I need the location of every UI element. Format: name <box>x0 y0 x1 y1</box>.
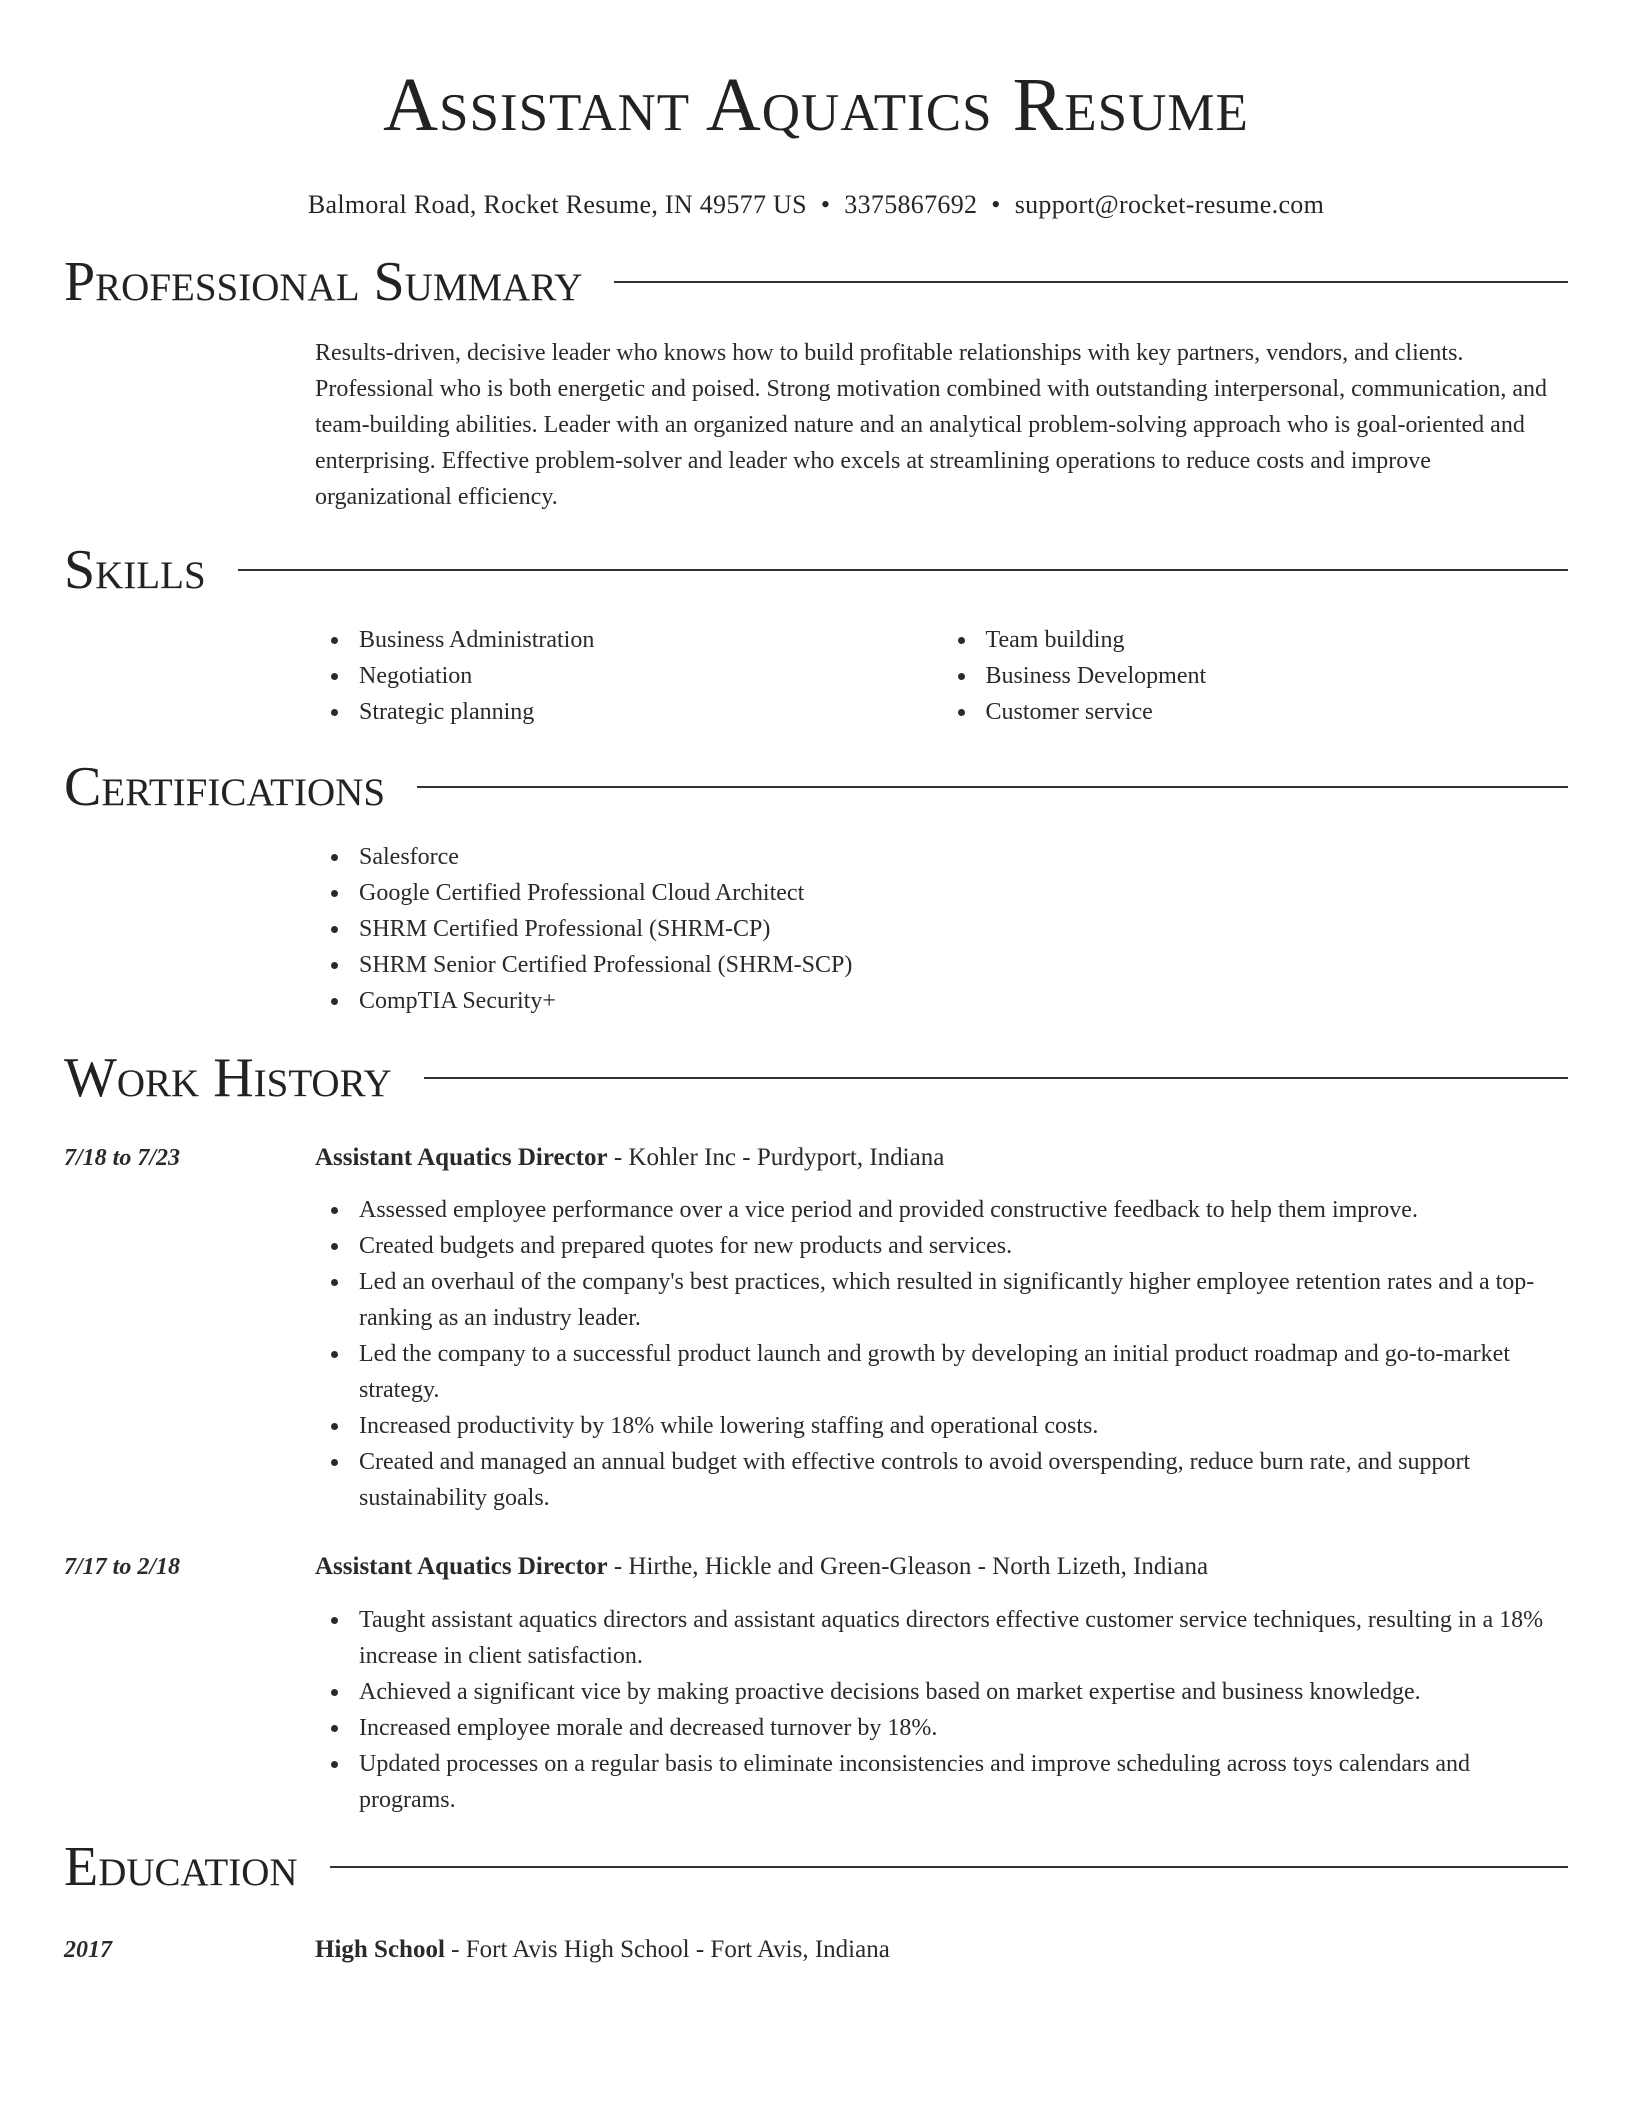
certifications-list <box>315 839 1568 1019</box>
skill-item: Team building <box>986 622 1569 658</box>
section-divider <box>424 1077 1568 1079</box>
job-bullets-block <box>315 1602 1568 1818</box>
education-degree: High School <box>315 1936 445 1963</box>
summary-heading: Professional Summary <box>64 251 583 313</box>
job-details: - Hirthe, Hickle and Green-Gleason - North Lizeth, Indiana <box>607 1553 1209 1580</box>
job-title: Assistant Aquatics Director <box>315 1553 608 1580</box>
section-divider <box>614 281 1568 283</box>
summary-text: Results-driven, decisive leader who knows how to build profitable relationships with key partners, vendors, and clients. Professional who is both energetic and poised. Strong motivation combined with outstanding interpersonal, communication, and team-building abilities. Leader with an organized nature and an analytical problem-solving approach who is goal-oriented and enterprising. Effective problem-solver and leader who excels at streamlining operations to reduce costs and improve organizational efficiency. <box>315 340 1548 510</box>
education-heading: Education <box>64 1836 298 1898</box>
job-header <box>315 1549 1208 1585</box>
job-bullet: Created and managed an annual budget with effective controls to avoid overspending, reduce burn rate, and support sustainability goals. <box>359 1444 1568 1516</box>
certification-item: SHRM Senior Certified Professional (SHRM-SCP) <box>359 947 1568 983</box>
skill-item: Customer service <box>986 694 1569 730</box>
certification-item: Google Certified Professional Cloud Architect <box>359 875 1568 911</box>
contact-email: support@rocket-resume.com <box>1014 190 1325 219</box>
education-entry <box>315 1932 890 1968</box>
job-bullet: Updated processes on a regular basis to eliminate inconsistencies and improve scheduling across toys calendars and programs. <box>359 1746 1568 1818</box>
education-section-header <box>64 1835 1568 1899</box>
certification-item: Salesforce <box>359 839 1568 875</box>
contact-line <box>64 188 1568 222</box>
skill-item: Negotiation <box>359 658 942 694</box>
skills-section-header <box>64 538 1568 602</box>
resume-title: Assistant Aquatics Resume <box>383 63 1249 147</box>
job-dates: 7/18 to 7/23 <box>64 1145 181 1171</box>
job-bullet: Led the company to a successful product launch and growth by developing an initial product roadmap and go-to-market strategy. <box>359 1336 1568 1408</box>
contact-separator: • <box>991 190 1001 219</box>
section-divider <box>238 569 1568 571</box>
job-bullets <box>315 1192 1568 1516</box>
job-bullet: Achieved a significant vice by making proactive decisions based on market expertise and business knowledge. <box>359 1674 1568 1710</box>
resume-page <box>64 0 1568 1963</box>
summary-section-header <box>64 250 1568 314</box>
job-bullet: Assessed employee performance over a vice period and provided constructive feedback to help them improve. <box>359 1192 1568 1228</box>
education-year: 2017 <box>64 1937 112 1963</box>
job-bullet: Led an overhaul of the company's best practices, which resulted in significantly higher employee retention rates and a top-ranking as an industry leader. <box>359 1264 1568 1336</box>
work-heading: Work History <box>64 1047 392 1109</box>
job-bullet: Increased employee morale and decreased turnover by 18%. <box>359 1710 1568 1746</box>
job-bullets-block <box>315 1192 1568 1516</box>
certifications-section-header <box>64 755 1568 819</box>
skill-item: Business Development <box>986 658 1569 694</box>
skills-list-right <box>942 622 1569 730</box>
job-details: - Kohler Inc - Purdyport, Indiana <box>607 1144 945 1171</box>
certifications-block <box>315 839 1568 1019</box>
contact-separator: • <box>820 190 831 219</box>
education-details: - Fort Avis High School - Fort Avis, Indiana <box>444 1936 890 1963</box>
certification-item: CompTIA Security+ <box>359 983 1568 1019</box>
section-divider <box>417 786 1568 788</box>
certifications-heading: Certifications <box>64 756 386 818</box>
job-bullet: Created budgets and prepared quotes for new products and services. <box>359 1228 1568 1264</box>
job-bullet: Increased productivity by 18% while lowering staffing and operational costs. <box>359 1408 1568 1444</box>
work-section-header <box>64 1046 1568 1110</box>
skills-grid <box>315 622 1568 730</box>
section-divider <box>330 1866 1568 1868</box>
job-bullets <box>315 1602 1568 1818</box>
job-bullet: Taught assistant aquatics directors and assistant aquatics directors effective customer service techniques, resulting in a 18% increase in client satisfaction. <box>359 1602 1568 1674</box>
job-dates: 7/17 to 2/18 <box>64 1554 181 1580</box>
certification-item: SHRM Certified Professional (SHRM-CP) <box>359 911 1568 947</box>
skills-list-left <box>315 622 942 730</box>
contact-phone: 3375867692 <box>844 190 978 219</box>
skill-item: Business Administration <box>359 622 942 658</box>
skill-item: Strategic planning <box>359 694 942 730</box>
job-title: Assistant Aquatics Director <box>315 1144 608 1171</box>
contact-address: Balmoral Road, Rocket Resume, IN 49577 US <box>307 190 807 219</box>
skills-heading: Skills <box>64 539 206 601</box>
job-header <box>315 1140 944 1176</box>
